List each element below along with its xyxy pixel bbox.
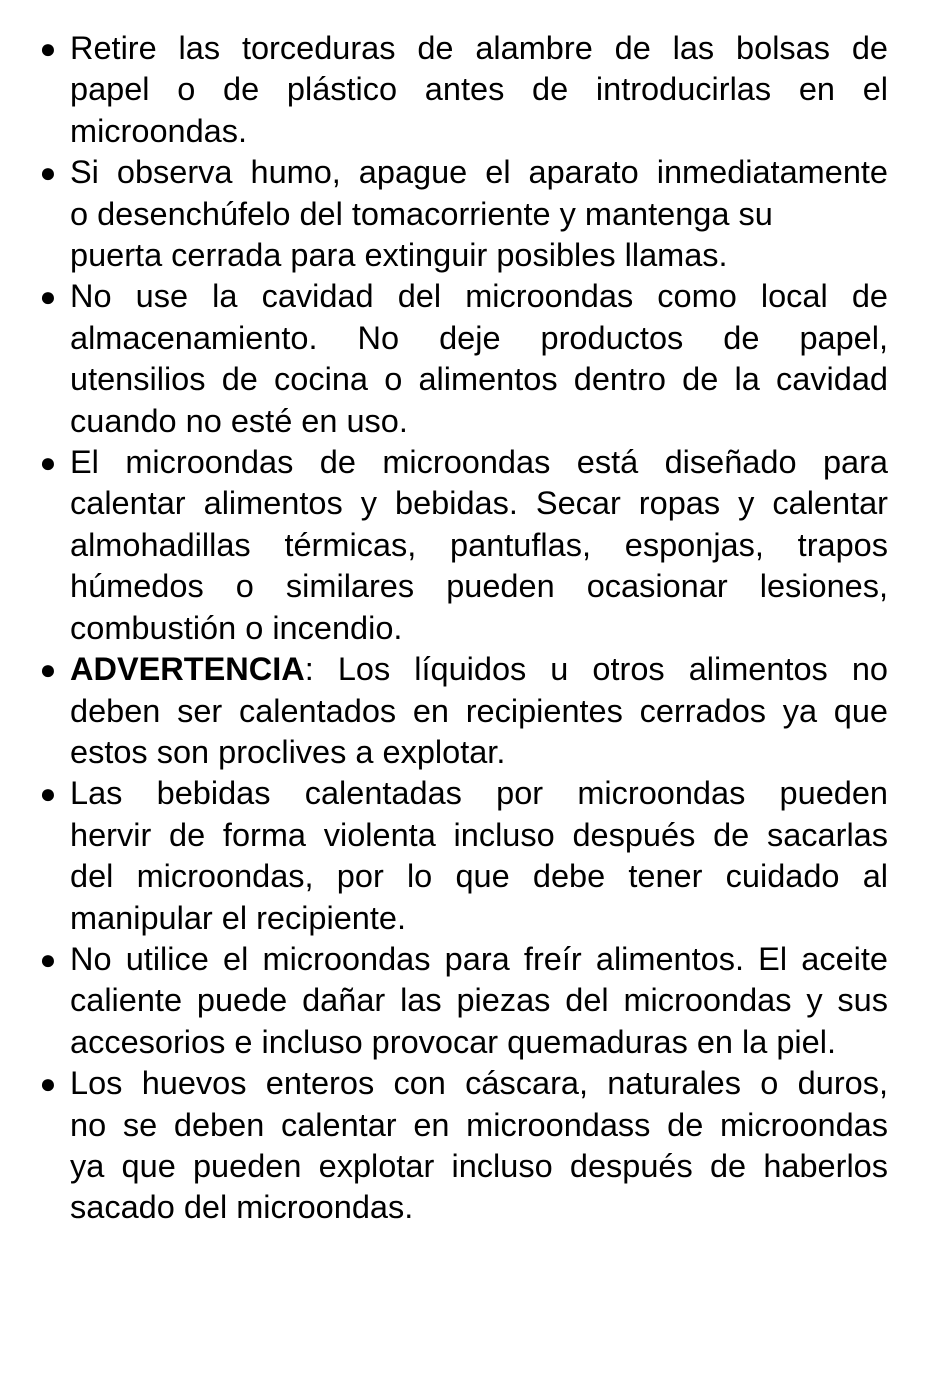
text-line: Retire las torceduras de alambre de las bolsas de bbox=[70, 30, 888, 66]
list-item bbox=[39, 939, 888, 1063]
document-page bbox=[0, 28, 950, 1229]
bullet-icon: ● bbox=[39, 33, 57, 64]
bullet-icon: ● bbox=[39, 778, 57, 810]
text-line: no se deben calentar en microondass de microondas bbox=[70, 1106, 888, 1143]
text-line: Si observa humo, apague el aparato inmediatamente bbox=[70, 154, 888, 191]
text-line: almohadillas térmicas, pantuflas, esponjas, trapos bbox=[70, 526, 888, 563]
text-line: combustión o incendio. bbox=[70, 609, 403, 646]
text-line: deben ser calentados en recipientes cerrados ya que bbox=[70, 692, 888, 729]
bullet-icon: ● bbox=[39, 943, 57, 975]
instruction-text bbox=[70, 442, 888, 649]
text-line: papel o de plástico antes de introducirlas en el bbox=[70, 71, 888, 108]
text-line: No use la cavidad del microondas como local de bbox=[70, 278, 888, 315]
instruction-text bbox=[70, 152, 888, 276]
text-line: El microondas de microondas está diseñado para bbox=[70, 444, 888, 481]
instruction-text bbox=[70, 1063, 888, 1229]
text-line: húmedos o similares pueden ocasionar lesiones, bbox=[70, 568, 888, 605]
text-line: No utilice el microondas para freír alimentos. El aceite bbox=[70, 940, 888, 977]
safety-instructions-list bbox=[0, 28, 950, 1229]
text-line: Los huevos enteros con cáscara, naturales o duros, bbox=[70, 1065, 888, 1102]
list-item bbox=[39, 442, 888, 649]
list-item-warning bbox=[39, 649, 888, 773]
list-item bbox=[39, 1063, 888, 1229]
text-line: ya que pueden explotar incluso después de haberlos bbox=[70, 1147, 888, 1184]
list-item bbox=[39, 773, 888, 939]
warning-label: ADVERTENCIA bbox=[70, 651, 305, 688]
text-line: accesorios e incluso provocar quemaduras en la piel. bbox=[70, 1023, 836, 1060]
warning-text: : Los líquidos u otros alimentos no bbox=[304, 651, 888, 688]
bullet-icon: ● bbox=[39, 281, 57, 313]
instruction-text bbox=[70, 939, 888, 1063]
bullet-icon: ● bbox=[39, 157, 57, 189]
instruction-text bbox=[70, 28, 888, 152]
text-line: hervir de forma violenta incluso después de sacarlas bbox=[70, 816, 888, 853]
bullet-icon: ● bbox=[39, 1068, 57, 1100]
list-item bbox=[39, 276, 888, 442]
text-line: microondas. bbox=[70, 112, 248, 149]
text-line: puerta cerrada para extinguir posibles llamas. bbox=[70, 237, 728, 274]
text-line: utensilios de cocina o alimentos dentro de la cavidad bbox=[70, 361, 888, 398]
bullet-icon: ● bbox=[39, 654, 57, 686]
text-line: Las bebidas calentadas por microondas pueden bbox=[70, 775, 888, 812]
list-item bbox=[39, 152, 888, 276]
text-line: manipular el recipiente. bbox=[70, 899, 407, 936]
list-item bbox=[39, 28, 888, 152]
text-line: o desenchúfelo del tomacorriente y mantenga su bbox=[70, 195, 773, 232]
text-line: estos son proclives a explotar. bbox=[70, 733, 506, 770]
instruction-text bbox=[70, 276, 888, 442]
instruction-text bbox=[70, 649, 888, 773]
text-line: caliente puede dañar las piezas del microondas y sus bbox=[70, 982, 888, 1019]
text-line: cuando no esté en uso. bbox=[70, 402, 408, 439]
text-line: almacenamiento. No deje productos de papel, bbox=[70, 319, 888, 356]
bullet-icon: ● bbox=[39, 447, 57, 479]
text-line: calentar alimentos y bebidas. Secar ropas y calentar bbox=[70, 485, 888, 522]
text-line: del microondas, por lo que debe tener cuidado al bbox=[70, 858, 888, 895]
text-line bbox=[70, 649, 888, 690]
instruction-text bbox=[70, 773, 888, 939]
text-line: sacado del microondas. bbox=[70, 1189, 414, 1226]
